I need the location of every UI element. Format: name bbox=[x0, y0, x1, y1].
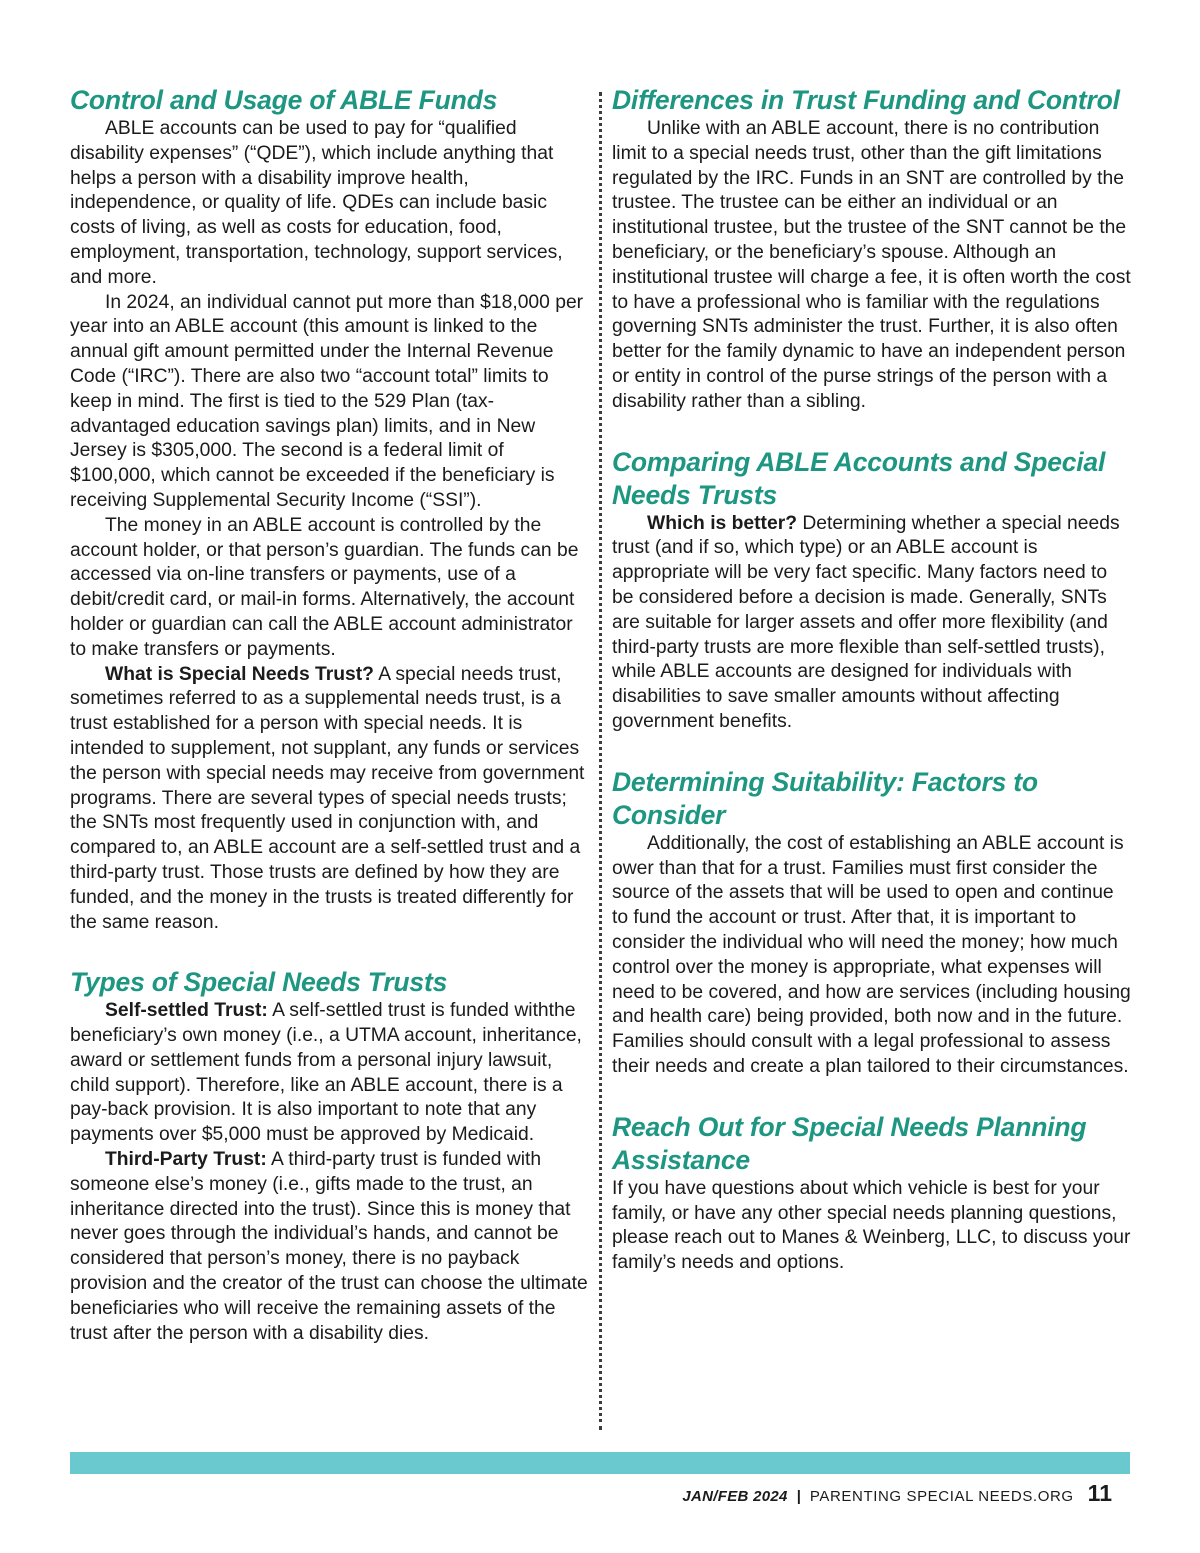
heading-comparing: Comparing ABLE Accounts and Special Needs Trusts bbox=[612, 446, 1106, 510]
body-self-settled: A self-settled trust is funded withthe beneficiary’s own money (i.e., a UTMA account, inheritance, award or settlement funds from a personal injury lawsuit, child support). Therefore, like an ABLE account, there is a pay-back provision. It is also important to note that any payments over $5,000 must be approved by Medicaid. bbox=[70, 1000, 582, 1146]
lead-which-is-better: Which is better? bbox=[647, 512, 797, 534]
heading-suitability: Determining Suitability: Factors to Consider bbox=[612, 766, 1038, 830]
body-which-is-better: Determining whether a special needs trust (and if so, which type) or an ABLE account is appropriate will be very fact specific. Many factors need to be considered before a decision is made. Generally, SNTs are suitable for larger assets and offer more flexibility (and third-party trusts are more flexible than self-settled trusts), while ABLE accounts are designed for individuals with disabilities to save smaller amounts without affecting government benefits. bbox=[612, 512, 1120, 732]
heading-types-of-snt: Types of Special Needs Trusts bbox=[70, 967, 448, 998]
heading-reach-out: Reach Out for Special Needs Planning Assistance bbox=[612, 1111, 1087, 1175]
left-column bbox=[70, 84, 588, 1346]
heading-differences: Differences in Trust Funding and Control bbox=[612, 85, 1120, 115]
body-what-is-snt: A special needs trust, sometimes referred to as a supplemental needs trust, is a trust established for a person with special needs. It is intended to supplement, not supplant, any funds or services the person with special needs may receive from government programs. There are several types of special needs trusts; the SNTs most frequently used in conjunction with, and compared to, an ABLE account are a self-settled trust and a third-party trust. Those trusts are defined by how they are funded, and the money in the trusts is treated differently for the same reason. bbox=[70, 663, 585, 933]
paragraph-contribution-limits: In 2024, an individual cannot put more than $18,000 per year into an ABLE account (this amount is linked to the annual gift amount permitted under the Internal Revenue Code (“IRC”). There are also two “account total” limits to keep in mind. The first is tied to the 529 Plan (tax-advantaged education savings plan) limits, and in New Jersey is $305,000. The second is a federal limit of $100,000, which cannot be exceeded if the beneficiary is receiving Supplemental Security Income (“SSI”). bbox=[70, 291, 584, 511]
paragraph-account-control: The money in an ABLE account is controlled by the account holder, or that person’s guardian. The funds can be accessed via on-line transfers or payments, use of a debit/credit card, or mail-in forms. Alternatively, the account holder or guardian can call the ABLE account administrator to make transfers or payments. bbox=[70, 514, 579, 660]
paragraph-qde: ABLE accounts can be used to pay for “qualified disability expenses” (“QDE”), which include anything that helps a person with a disability improve health, independence, or quality of life. QDEs can include basic costs of living, as well as costs for education, food, employment, transportation, technology, support services, and more. bbox=[70, 118, 563, 288]
lead-what-is-snt: What is Special Needs Trust? bbox=[105, 663, 374, 685]
page-number: 11 bbox=[1087, 1480, 1112, 1506]
lead-self-settled: Self-settled Trust: bbox=[105, 1000, 268, 1022]
paragraph-which-is-better bbox=[612, 512, 1132, 735]
page-footer bbox=[682, 1480, 1112, 1510]
footer-issue-date: JAN/FEB 2024 bbox=[682, 1488, 788, 1505]
right-column bbox=[612, 84, 1132, 1276]
paragraph-suitability: Additionally, the cost of establishing an ABLE account is ower than that for a trust. Families must first consider the source of the assets that will be used to open and continue to fund the account or trust. After that, it is important to consider the individual who will need the money; how much control over the money is appropriate, what expenses will need to be covered, and how are services (including housing and health care) being provided, both now and in the future. Families should consult with a legal professional to assess their needs and create a plan tailored to their circumstances. bbox=[612, 832, 1131, 1077]
heading-control-usage: Control and Usage of ABLE Funds bbox=[70, 85, 498, 115]
paragraph-third-party bbox=[70, 1148, 588, 1346]
paragraph-reach-out: If you have questions about which vehicle is best for your family, or have any other special needs planning questions, please reach out to Manes & Weinberg, LLC, to discuss your family’s needs and options. bbox=[612, 1177, 1131, 1274]
footer-site-name: PARENTING SPECIAL NEEDS.ORG bbox=[809, 1488, 1074, 1505]
paragraph-self-settled bbox=[70, 999, 588, 1148]
footer-color-bar bbox=[70, 1452, 1130, 1474]
paragraph-what-is-snt bbox=[70, 663, 588, 936]
footer-separator: | bbox=[796, 1488, 801, 1505]
column-divider bbox=[599, 92, 602, 1430]
paragraph-trust-funding: Unlike with an ABLE account, there is no contribution limit to a special needs trust, other than the gift limitations regulated by the IRC. Funds in an SNT are controlled by the trustee. The trustee can be either an individual or an institutional trustee, but the trustee of the SNT cannot be the beneficiary, or the beneficiary’s spouse. Although an institutional trustee will charge a fee, it is often worth the cost to have a professional who is familiar with the regulations governing SNTs administer the trust. Further, it is also often better for the family dynamic to have an independent person or entity in control of the purse strings of the person with a disability rather than a sibling. bbox=[612, 118, 1131, 412]
lead-third-party: Third-Party Trust: bbox=[105, 1149, 267, 1171]
body-third-party: A third-party trust is funded with someone else’s money (i.e., gifts made to the trust, an inheritance directed into the trust). Since this is money that never goes through the individual’s hands, and cannot be considered that person’s money, there is no payback provision and the creator of the trust can choose the ultimate beneficiaries who will receive the remaining assets of the trust after the person with a disability dies. bbox=[70, 1149, 588, 1344]
